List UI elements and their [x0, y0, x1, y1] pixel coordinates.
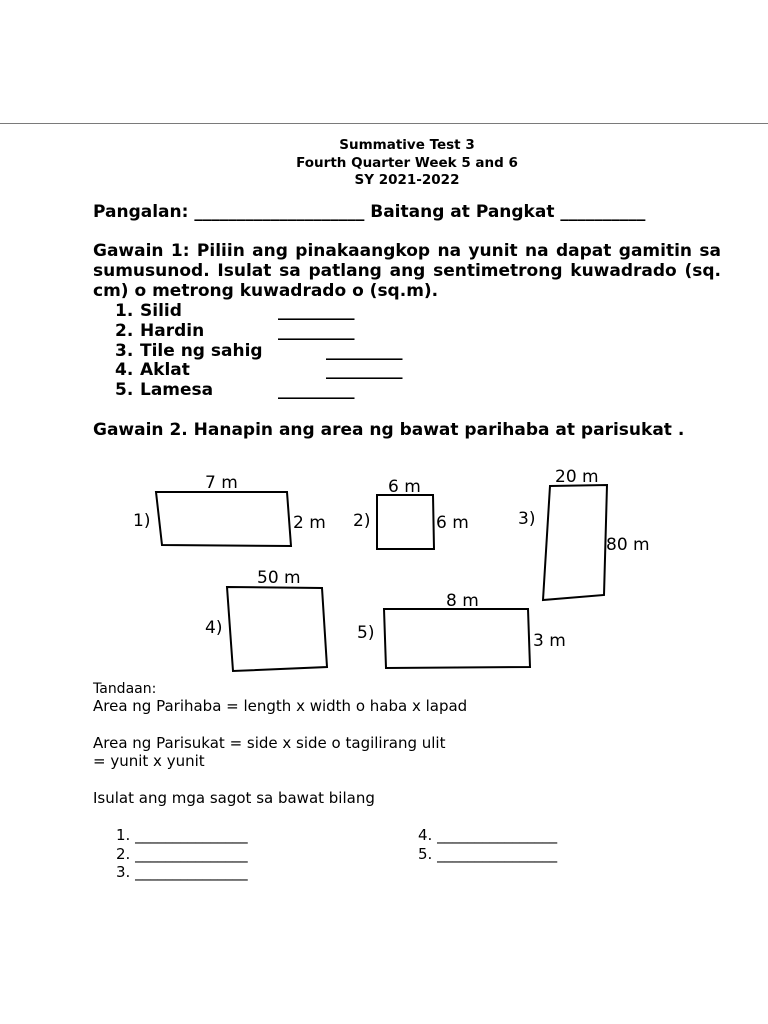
item-label: Lamesa — [140, 380, 214, 400]
shapes-figure — [0, 455, 768, 680]
gawain2-title: Gawain 2. Hanapin ang area ng bawat parihaba at parisukat . — [93, 420, 685, 440]
notes-heading: Tandaan: — [93, 681, 157, 697]
shape-3-side-label: 80 m — [606, 535, 650, 555]
rectangle-1 — [156, 492, 291, 546]
answer-number: 2. — [116, 845, 131, 863]
answer-blank: ________________ — [437, 845, 558, 863]
answer-blank: _________ — [278, 321, 355, 341]
answer-blank: _______________ — [135, 826, 248, 844]
shape-3-number: 3) — [518, 509, 536, 529]
item-label: Aklat — [140, 360, 190, 380]
shape-5-side-label: 3 m — [533, 631, 566, 651]
shape-1-side-label: 2 m — [293, 513, 326, 533]
test-header — [93, 137, 721, 190]
header-subtitle: Fourth Quarter Week 5 and 6 — [296, 154, 518, 171]
shape-4-top-label: 50 m — [257, 568, 301, 588]
shape-5-number: 5) — [357, 623, 375, 643]
item-number: 1. — [115, 301, 134, 321]
shape-2-side-label: 6 m — [436, 513, 469, 533]
shapes-drawing — [0, 455, 768, 680]
shape-4-number: 4) — [205, 618, 223, 638]
page-top-rule — [0, 123, 768, 124]
answer-number: 1. — [116, 826, 131, 844]
item-label: Hardin — [140, 321, 205, 341]
square-area-formula: Area ng Parisukat = side x side o tagilirang ulit — [93, 734, 446, 752]
answer-blank: _______________ — [135, 845, 248, 863]
square-4 — [227, 587, 327, 671]
item-number: 3. — [115, 341, 134, 361]
answer-number: 3. — [116, 863, 131, 881]
header-school-year: SY 2021-2022 — [354, 172, 460, 188]
answer-blank: _________ — [326, 341, 403, 361]
rectangle-area-formula: Area ng Parihaba = length x width o haba x lapad — [93, 697, 468, 715]
shape-3-top-label: 20 m — [555, 467, 599, 487]
shape-1-top-label: 7 m — [205, 473, 238, 493]
answer-blank: _________ — [326, 360, 403, 380]
item-label: Silid — [140, 301, 182, 321]
answer-number: 4. — [418, 826, 433, 844]
rectangle-3 — [543, 485, 607, 600]
square-area-formula-cont: = yunit x yunit — [93, 752, 205, 770]
answer-blank: ________________ — [437, 826, 558, 844]
answer-line-5 — [418, 845, 557, 863]
rectangle-5 — [384, 609, 530, 668]
square-2 — [377, 495, 434, 549]
shape-2-number: 2) — [353, 511, 371, 531]
shape-1-number: 1) — [133, 511, 151, 531]
answer-blank: _________ — [278, 301, 355, 321]
answer-blank: _________ — [278, 380, 355, 400]
name-grade-line: Pangalan: ____________________ Baitang at Pangkat __________ — [93, 202, 646, 222]
header-title: Summative Test 3 — [339, 137, 475, 153]
answer-line-3 — [116, 863, 248, 881]
shape-5-top-label: 8 m — [446, 591, 479, 611]
item-number: 4. — [115, 360, 134, 380]
answer-blank: _______________ — [135, 863, 248, 881]
answer-line-1 — [116, 826, 248, 844]
answer-instructions: Isulat ang mga sagot sa bawat bilang — [93, 789, 375, 807]
item-number: 5. — [115, 380, 134, 400]
item-number: 2. — [115, 321, 134, 341]
gawain1-instructions: Gawain 1: Piliin ang pinakaangkop na yunit na dapat gamitin sa sumusunod. Isulat sa patlang ang sentimetrong kuwadrado (sq. cm) o metrong kuwadrado o (sq.m). — [93, 241, 721, 301]
answer-line-4 — [418, 826, 557, 844]
answer-line-2 — [116, 845, 248, 863]
item-label: Tile ng sahig — [140, 341, 263, 361]
answer-number: 5. — [418, 845, 433, 863]
shape-2-top-label: 6 m — [388, 477, 421, 497]
